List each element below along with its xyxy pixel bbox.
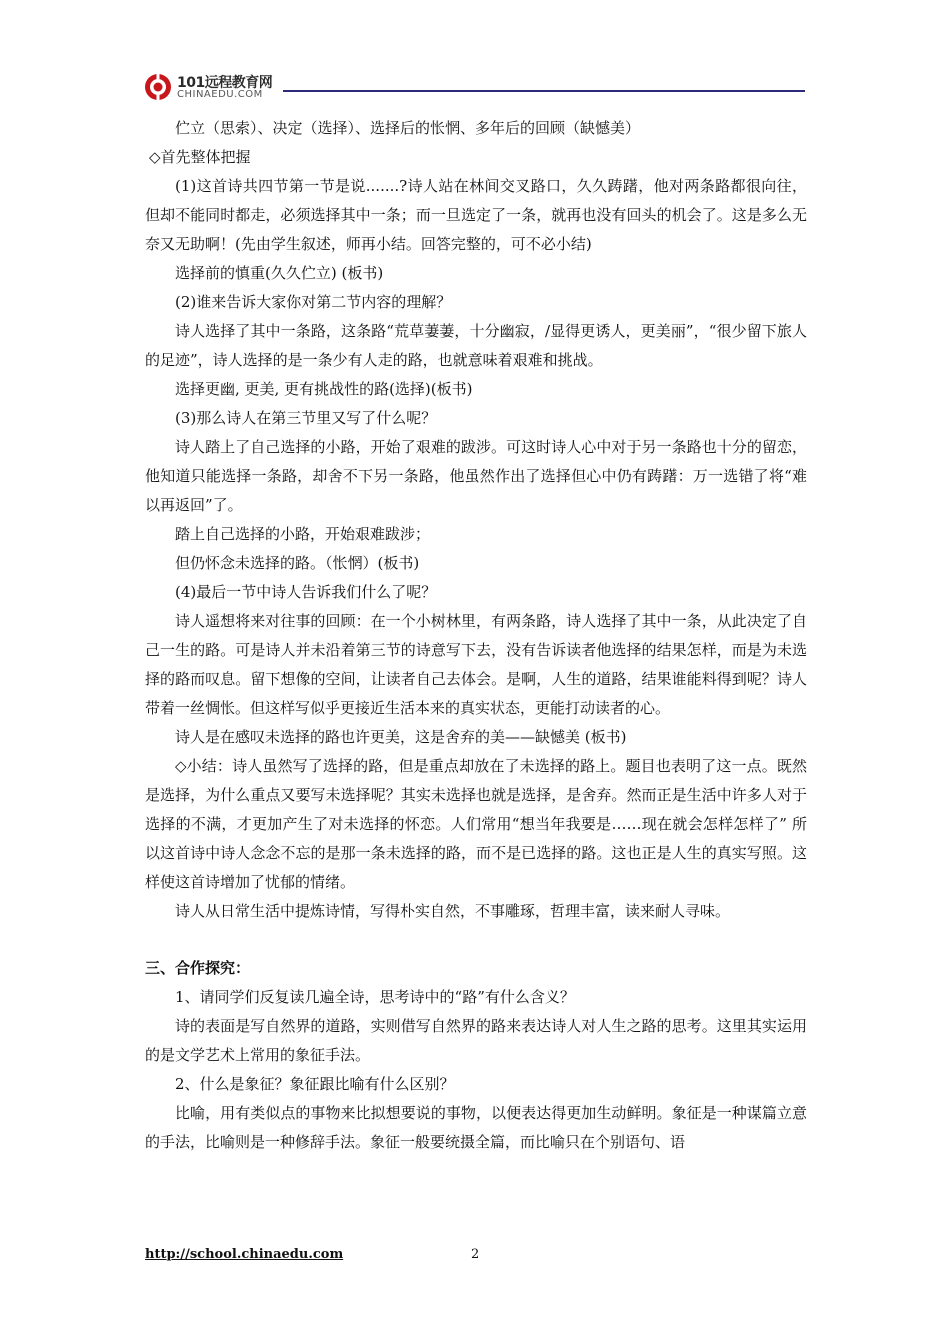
paragraph: 但仍怀念未选择的路。（怅惘）(板书) [175, 554, 420, 572]
paragraph: 1、请同学们反复读几遍全诗，思考诗中的“路”有什么含义？ [175, 988, 575, 1006]
header-divider [283, 90, 805, 92]
paragraph: 诗人是在感叹未选择的路也许更美，这是舍弃的美——缺憾美 (板书) [175, 728, 627, 746]
document-body [145, 114, 807, 1157]
spacer [145, 926, 807, 954]
paragraph: 比喻，用有类似点的事物来比拟想要说的事物，以便表达得更加生动鲜明。象征是一种谋篇立意的手法，比喻则是一种修辞手法。象征一般要统摄全篇，而比喻只在个别语句、语 [145, 1104, 807, 1151]
logo-text-cn: 101远程教育网 [177, 75, 273, 91]
paragraph: 选择前的慎重(久久伫立) (板书) [175, 264, 384, 282]
paragraph: 诗人踏上了自己选择的小路，开始了艰难的跋涉。可这时诗人心中对于另一条路也十分的留恋，他知道只能选择一条路，却舍不下另一条路，他虽然作出了选择但心中仍有踌躇：万一选错了将“难以再返回”了。 [145, 438, 807, 514]
paragraph: 选择更幽, 更美, 更有挑战性的路(选择)(板书) [175, 380, 473, 398]
chinaedu-logo [143, 66, 293, 106]
paragraph: (4)最后一节中诗人告诉我们什么了呢？ [175, 583, 437, 601]
page-number: 2 [471, 1247, 480, 1262]
logo-emblem-icon [143, 72, 173, 102]
paragraph: (3)那么诗人在第三节里又写了什么呢？ [175, 409, 437, 427]
paragraph: 诗人从日常生活中提炼诗情，写得朴实自然，不事雕琢，哲理丰富，读来耐人寻味。 [175, 902, 731, 920]
paragraph: 诗人遥想将来对往事的回顾：在一个小树林里，有两条路，诗人选择了其中一条，从此决定了自己一生的路。可是诗人并未沿着第三节的诗意写下去，没有告诉读者他选择的结果怎样，而是为未选择的路而叹息。留下想像的空间，让读者自己去体会。是啊，人生的道路，结果谁能料得到呢？诗人带着一丝惆怅。但这样写似乎更接近生活本来的真实状态，更能打动读者的心。 [145, 612, 807, 717]
paragraph: 诗的表面是写自然界的道路，实则借写自然界的路来表达诗人对人生之路的思考。这里其实运用的是文学艺术上常用的象征手法。 [145, 1017, 807, 1064]
paragraph: 踏上自己选择的小路，开始艰难跋涉； [175, 525, 431, 543]
paragraph: ◇首先整体把握 [149, 148, 251, 166]
paragraph: 诗人选择了其中一条路，这条路“荒草萋萋，十分幽寂，/显得更诱人，更美丽”，“很少留下旅人的足迹”，诗人选择的是一条少有人走的路，也就意味着艰难和挑战。 [145, 322, 807, 369]
page-header [143, 66, 805, 106]
paragraph: (1)这首诗共四节第一节是说.......?诗人站在林间交叉路口，久久踌躇，他对两条路都很向往，但却不能同时都走，必须选择其中一条；而一旦选定了一条，就再也没有回头的机会了。这是多么无奈又无助啊！(先由学生叙述，师再小结。回答完整的，可不必小结) [145, 177, 807, 253]
paragraph: ◇小结：诗人虽然写了选择的路，但是重点却放在了未选择的路上。题目也表明了这一点。既然是选择，为什么重点又要写未选择呢？其实未选择也就是选择，是舍弃。然而正是生活中许多人对于选择的不满，才更加产生了对未选择的怀恋。人们常用“想当年我要是……现在就会怎样怎样了” 所以这首诗中诗人念念不忘的是那一条未选择的路，而不是已选择的路。这也正是人生的真实写照。这样使这首诗增加了忧郁的情绪。 [145, 757, 807, 891]
paragraph: 2、什么是象征？象征跟比喻有什么区别？ [175, 1075, 455, 1093]
section-heading: 三、合作探究： [145, 959, 251, 977]
paragraph: 伫立（思索）、决定（选择）、选择后的怅惘、多年后的回顾（缺憾美） [175, 119, 641, 137]
paragraph: (2)谁来告诉大家你对第二节内容的理解？ [175, 293, 452, 311]
footer-url-link[interactable]: http://school.chinaedu.com [145, 1247, 344, 1262]
logo-text-en: CHINAEDU.COM [177, 89, 263, 100]
